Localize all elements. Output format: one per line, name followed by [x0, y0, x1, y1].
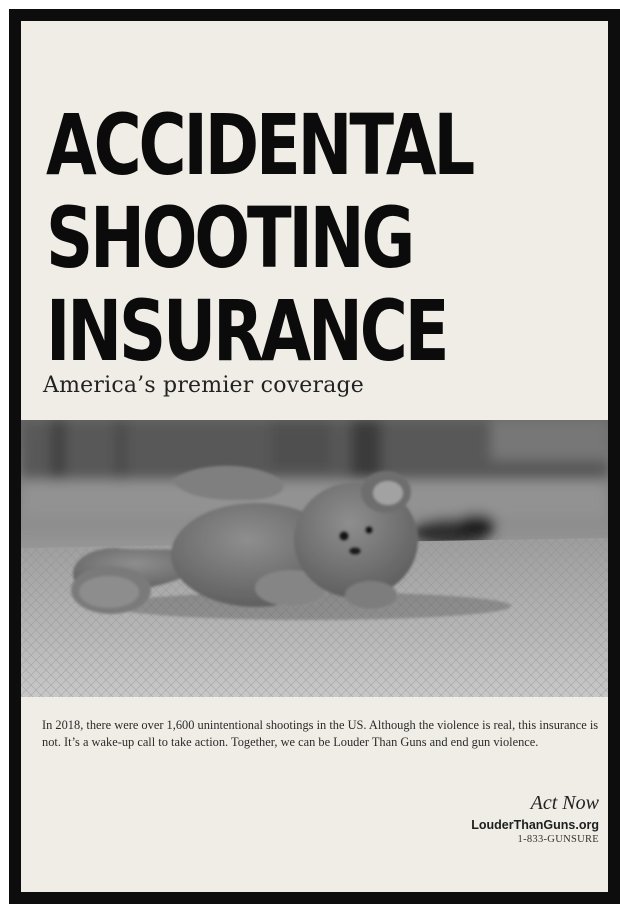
headline [46, 96, 473, 380]
poster [9, 9, 620, 904]
teddy-bear-photo [21, 420, 608, 697]
body-copy: In 2018, there were over 1,600 unintentional shootings in the US. Although the violence is real, this insurance is not. It’s a wake-up call to take action. Together, we can be Louder Than Guns and end gun violence. [42, 718, 599, 749]
headline-line-3: INSURANCE [46, 282, 447, 380]
phone-number: 1-833-GUNSURE [517, 834, 599, 845]
website-link[interactable]: LouderThanGuns.org [471, 818, 599, 832]
headline-line-1: ACCIDENTAL [46, 96, 473, 194]
act-now-text: Act Now [530, 792, 599, 814]
headline-line-2: SHOOTING [46, 189, 413, 287]
subheadline: America’s premier coverage [43, 373, 365, 398]
call-to-action [471, 791, 599, 846]
